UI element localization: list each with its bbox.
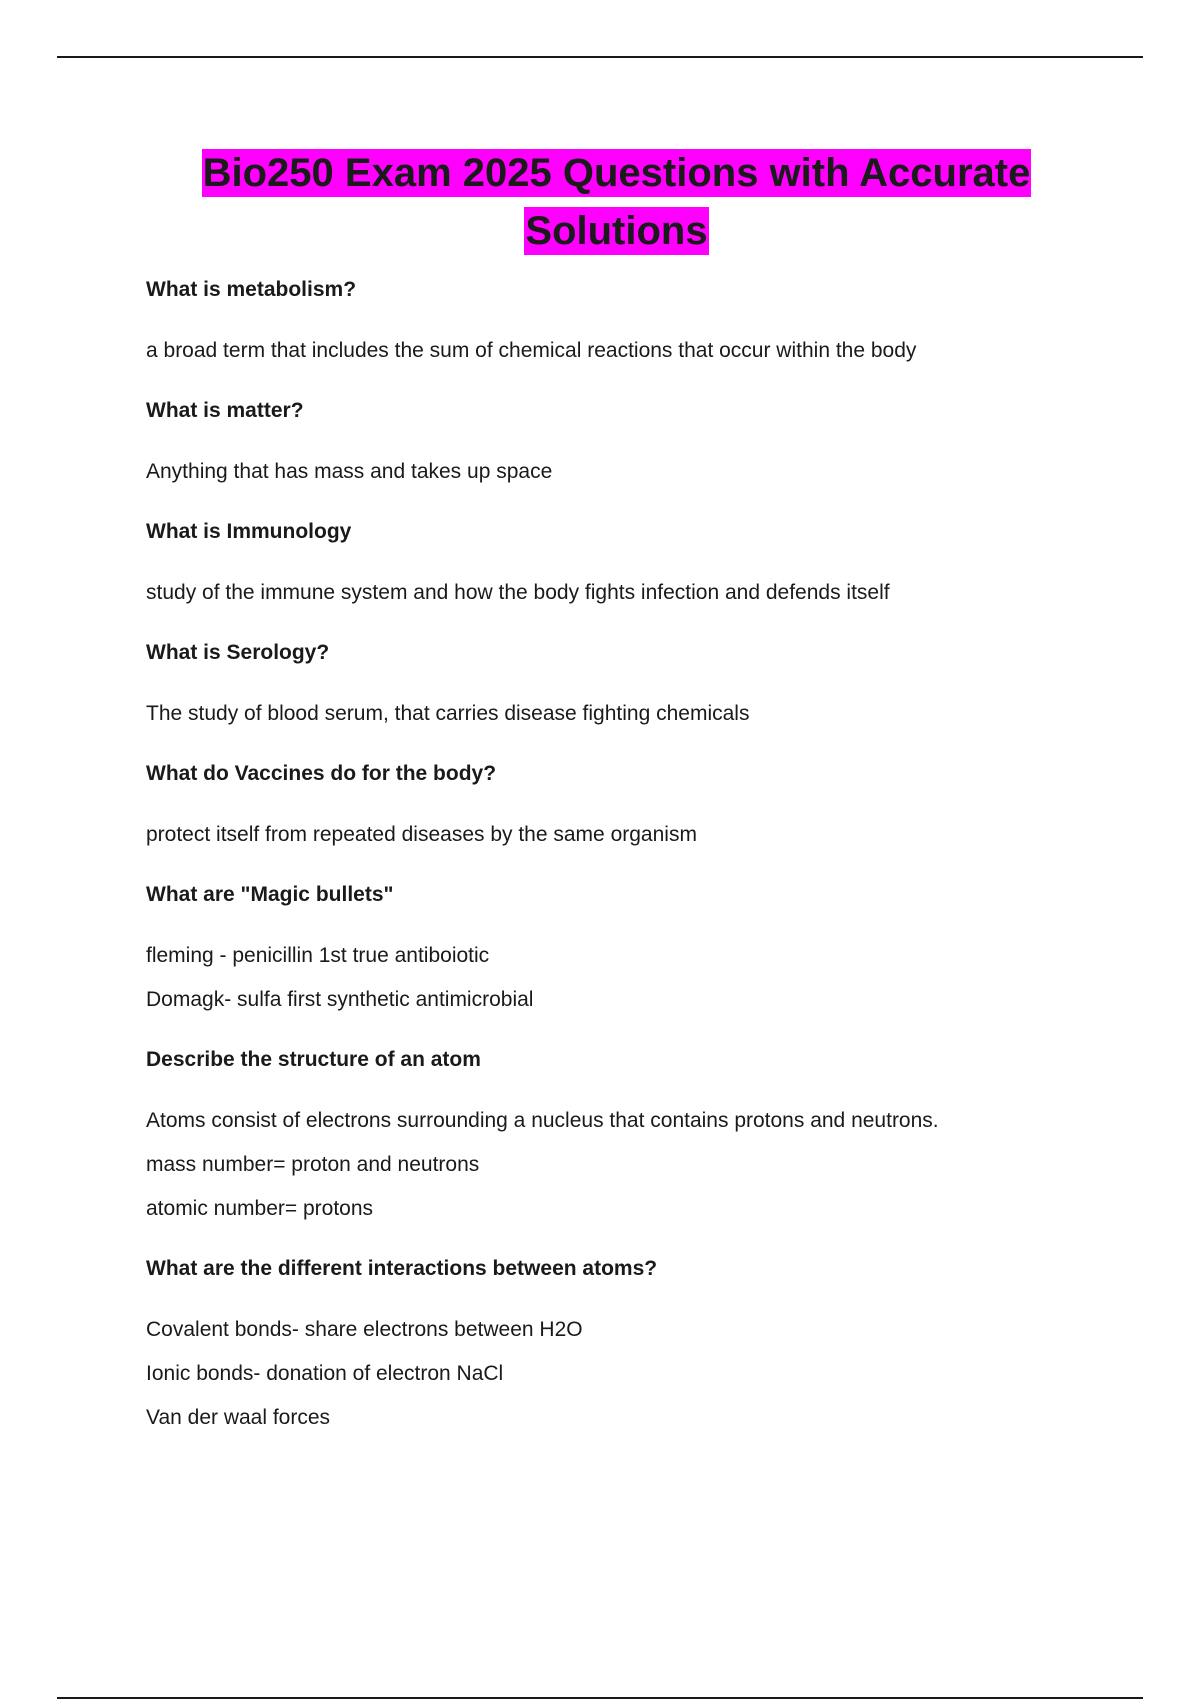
spacer	[146, 425, 1106, 458]
question-text: What are the different interactions between atoms?	[146, 1257, 658, 1280]
answer-text: atomic number= protons	[146, 1197, 374, 1220]
question-text: What is Immunology	[146, 520, 352, 543]
answer-text: Domagk- sulfa first synthetic antimicrobial	[146, 988, 534, 1011]
answer-text: mass number= proton and neutrons	[146, 1153, 480, 1176]
answer-text: Ionic bonds- donation of electron NaCl	[146, 1362, 504, 1385]
title-highlight: Bio250 Exam 2025 Questions with Accurate Solutions	[202, 151, 1031, 253]
spacer	[146, 1135, 1106, 1151]
spacer	[146, 486, 1106, 518]
header-rule	[57, 56, 1143, 58]
spacer	[146, 1283, 1106, 1316]
spacer	[146, 304, 1106, 337]
answer-text: Atoms consist of electrons surrounding a nucleus that contains protons and neutrons.	[146, 1109, 939, 1132]
question-text: What is matter?	[146, 399, 304, 422]
spacer	[146, 788, 1106, 821]
answer-text: fleming - penicillin 1st true antiboiotic	[146, 944, 490, 967]
spacer	[146, 970, 1106, 986]
document-title-block	[150, 144, 1083, 260]
answer-text: a broad term that includes the sum of chemical reactions that occur within the body	[146, 339, 917, 362]
question-text: What do Vaccines do for the body?	[146, 762, 497, 785]
answer-text: Covalent bonds- share electrons between H2O	[146, 1318, 583, 1341]
answer-text: protect itself from repeated diseases by the same organism	[146, 823, 697, 846]
qa-list	[146, 276, 1106, 1464]
answer-text: study of the immune system and how the body fights infection and defends itself	[146, 581, 890, 604]
spacer	[146, 546, 1106, 579]
question-text: What is metabolism?	[146, 278, 357, 301]
question-text: What is Serology?	[146, 641, 330, 664]
spacer	[146, 1014, 1106, 1046]
spacer	[146, 909, 1106, 942]
answer-text: The study of blood serum, that carries disease fighting chemicals	[146, 702, 750, 725]
document-title	[150, 144, 1083, 260]
question-text: What are "Magic bullets"	[146, 883, 394, 906]
spacer	[146, 849, 1106, 881]
spacer	[146, 1074, 1106, 1107]
spacer	[146, 1344, 1106, 1360]
spacer	[146, 365, 1106, 397]
spacer	[146, 1388, 1106, 1404]
spacer	[146, 1223, 1106, 1255]
footer-rule	[57, 1697, 1143, 1699]
question-text: Describe the structure of an atom	[146, 1048, 481, 1071]
spacer	[146, 667, 1106, 700]
spacer	[146, 1179, 1106, 1195]
answer-text: Anything that has mass and takes up space	[146, 460, 553, 483]
spacer	[146, 607, 1106, 639]
spacer	[146, 728, 1106, 760]
answer-text: Van der waal forces	[146, 1406, 331, 1429]
spacer	[146, 1432, 1106, 1464]
